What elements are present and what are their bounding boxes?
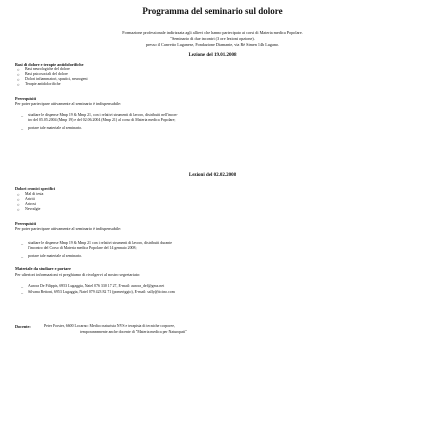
lesson2-topic-bullet: ○ <box>17 192 20 197</box>
lesson2-topic: Artriti <box>25 197 35 201</box>
lesson2-dash: – <box>21 241 24 246</box>
docente-label: Docente: <box>15 324 31 329</box>
lesson1-topic-bullet: ○ <box>17 77 20 82</box>
lesson2-materials-text: Per ulteriori informazioni vi preghiamo di rivolgervi al nostro segretariato: <box>15 272 141 277</box>
lesson1-topic: Basi psicosociali del dolore <box>25 72 68 76</box>
lesson2-topic-bullet: ○ <box>17 197 20 202</box>
lesson1-dash: – <box>21 126 24 131</box>
lesson2-topic-bullet: ○ <box>17 202 20 207</box>
lesson2-prereq-label: Prerequisiti <box>15 221 37 226</box>
lesson1-prereq-text: Per poter partecipare attivamente al seminario è indispensabile: <box>15 101 122 106</box>
intro-line-1: Formazione professionale indirizzata agli allievi che hanno partecipato ai corsi di Materia medica Popolare. <box>122 30 303 35</box>
contact-line: Silvana Bettoni, 6953 Lugaggia, Natel 079 423 82 71 (pomeriggio), E-mail: sally@ticino.com <box>28 290 175 294</box>
lesson2-heading: Lezioni del 02.02.2008 <box>188 173 237 178</box>
lesson1-topic: Dolori infiammatori, spastici, neurogeni <box>25 77 88 81</box>
page-title: Programma del seminario sul dolore <box>142 6 283 16</box>
docente-line-2: temporaneamente anche docente di "Materia medica per Naturopati" <box>80 330 187 334</box>
intro-line-3: presso il Canvetto Luganese, Fondazione Diamante, via Rè Simen 14b Lugano. <box>145 42 280 47</box>
lesson2-materials-label: Materiale da studiare e portare <box>15 266 71 271</box>
lesson2-dash: – <box>21 254 24 259</box>
lesson1-item: portare tale materiale al seminario. <box>28 126 83 130</box>
lesson2-topic: Mal di testa <box>25 192 44 196</box>
lesson1-topic: Basi neurologiche del dolore <box>25 67 70 71</box>
lesson2-item: portare tale materiale al seminario. <box>28 254 83 258</box>
contact-bullet: – <box>21 284 24 289</box>
lesson1-prereq-label: Prerequisiti <box>15 96 37 101</box>
lesson1-topic: Terapie antidolorifiche <box>25 82 61 86</box>
lesson1-item: studiare le dispense Mmp 19 & Mmp 21, con i relativi strumenti di lavoro, distribuiti nell'incon- <box>28 113 178 117</box>
lesson1-dash: – <box>21 113 24 118</box>
lesson1-topic-bullet: ○ <box>17 67 20 72</box>
lesson1-topic-bullet: ○ <box>17 82 20 87</box>
lesson2-item: l'incontro del Corso di Materia medica Popolare del 14 gennaio 2008; <box>28 246 137 250</box>
docente-line-1: Peter Forster, 6600 Locarno: Medico naturista NVS e terapista di tecniche corporee, <box>44 324 175 328</box>
lesson2-topic: Artrosi <box>25 202 37 206</box>
lesson1-subheading: Basi di dolore e terapie antidolorifiche <box>15 62 84 67</box>
intro-line-2: "Seminario di due incontri (3 ore lezioni opzione). <box>170 36 255 41</box>
contact-line: Aurora De Filippis, 6953 Lugaggia, Natel 076 330 17 27, E-mail: aurora_def@gmx.net <box>28 284 165 288</box>
lesson2-topic: Nevralgie <box>25 207 41 211</box>
lesson2-item: studiare le dispense Mmp 19 & Mmp 21 con i relativi strumenti di lavoro, distribuiti durante <box>28 241 172 245</box>
lesson1-item: tro del 05.05.2004 (Mmp 19) e del 02.06.2004 (Mmp 21) al corso di Materia medica Popolare; <box>28 118 176 122</box>
lesson1-heading: Lezione del 19.01.2008 <box>188 53 237 58</box>
lesson2-subheading: Dolori cronici specifici <box>15 186 56 191</box>
lesson2-prereq-text: Per poter partecipare attivamente al seminario è indispensabile: <box>15 226 122 231</box>
lesson1-topic-bullet: ○ <box>17 72 20 77</box>
lesson2-topic-bullet: ○ <box>17 207 20 212</box>
contact-bullet: – <box>21 290 24 295</box>
